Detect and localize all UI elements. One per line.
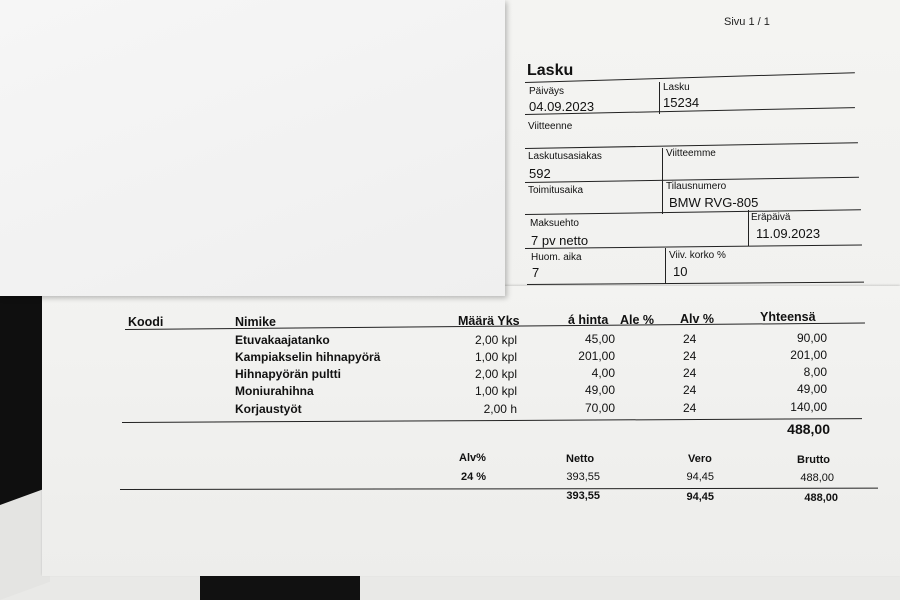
vat-summary-header-net: Netto [566,453,595,465]
interest-label: Viiv. korko % [669,250,726,261]
vat-summary-header-tax: Vero [688,453,712,465]
item-name: Moniurahihna [235,384,314,398]
item-total: 90,00 [796,331,827,345]
item-total: 201,00 [790,348,827,362]
item-qty: 2,00 kpl [474,333,517,347]
item-vat: 24 [683,383,697,397]
vat-total-tax: 94,45 [686,491,714,503]
header-divider [659,82,660,114]
item-qty: 1,00 kpl [474,384,517,398]
payment-terms-value: 7 pv netto [531,233,589,248]
item-total: 8,00 [803,365,827,379]
document-title: Lasku [527,62,574,79]
header-divider [665,248,666,284]
customer-value: 592 [529,166,551,181]
vat-summary-header-gross: Brutto [797,454,830,466]
header-divider [662,148,663,214]
item-qty: 1,00 kpl [474,350,517,364]
header-divider [748,210,749,246]
notice-time-value: 7 [532,265,540,280]
col-header-total: Yhteensä [760,310,816,324]
notice-time-label: Huom. aika [531,252,582,263]
date-value: 04.09.2023 [529,99,595,114]
item-qty: 2,00 h [483,402,517,416]
col-header-code: Koodi [128,315,164,329]
col-header-vat: Alv % [680,312,715,326]
our-ref-label: Viitteemme [666,148,716,159]
vat-summary-gross: 488,00 [800,472,834,484]
col-header-discount: Ale % [620,313,655,327]
customer-label: Laskutusasiakas [528,151,602,162]
col-header-qty: Määrä Yks [458,314,520,328]
vat-summary-net: 393,55 [566,471,600,483]
envelope-cover [0,0,505,296]
vat-total-gross: 488,00 [804,492,838,504]
item-vat: 24 [683,349,697,363]
item-price: 45,00 [584,332,615,346]
grand-total: 488,00 [787,421,830,437]
item-total: 140,00 [790,400,827,414]
item-price: 49,00 [584,383,615,397]
item-vat: 24 [683,366,697,380]
col-header-name: Nimike [235,315,276,329]
vat-total-net: 393,55 [566,490,600,502]
item-qty: 2,00 kpl [474,367,517,381]
item-name: Etuvakaajatanko [235,333,330,347]
item-price: 201,00 [578,349,615,363]
item-name: Hihnapyörän pultti [235,367,341,381]
item-name: Korjaustyöt [235,402,302,416]
item-price: 4,00 [591,366,615,380]
date-label: Päiväys [529,86,565,97]
due-date-label: Eräpäivä [751,212,791,223]
payment-terms-label: Maksuehto [530,218,579,229]
vat-summary-header-vat: Alv% [459,452,486,464]
invoice-label: Lasku [663,82,690,93]
item-vat: 24 [683,332,697,346]
your-ref-label: Viitteenne [528,121,573,132]
interest-value: 10 [673,264,688,279]
order-number-value: BMW RVG-805 [669,195,759,210]
delivery-label: Toimitusaika [528,185,584,196]
page-number: Sivu 1 / 1 [724,16,770,28]
due-date-value: 11.09.2023 [756,226,821,241]
vat-summary-tax: 94,45 [686,471,714,483]
item-vat: 24 [683,401,697,415]
order-number-label: Tilausnumero [666,181,727,192]
invoice-number: 15234 [663,95,700,110]
col-header-price: á hinta [568,313,609,327]
item-price: 70,00 [584,401,615,415]
item-name: Kampiakselin hihnapyörä [235,350,381,364]
vat-summary-rate: 24 % [461,471,487,483]
item-total: 49,00 [796,382,827,396]
